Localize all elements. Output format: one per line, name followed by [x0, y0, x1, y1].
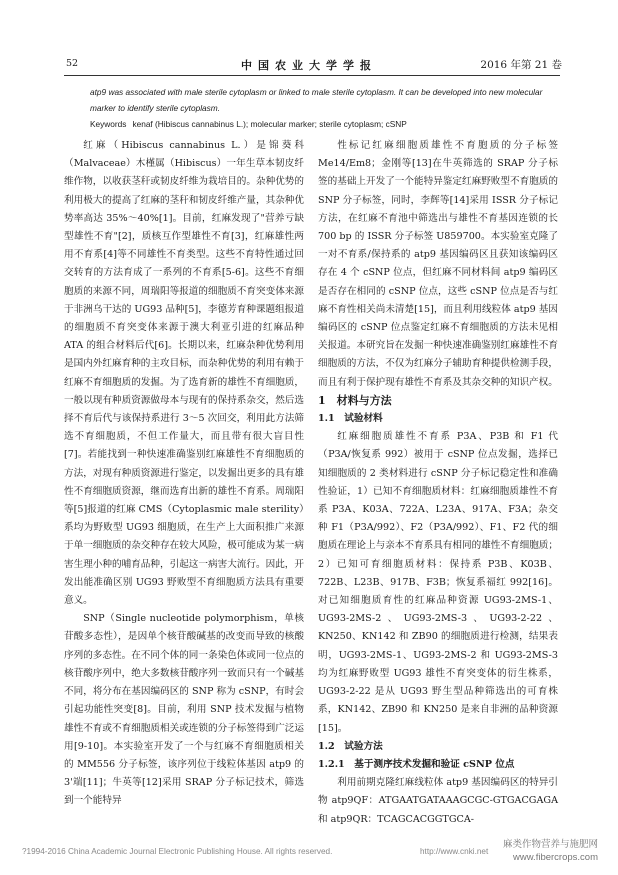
- left-column: [64, 137, 304, 811]
- subsubsection-heading: 1.2.1 基于测序技术发掘和验证 cSNP 位点: [318, 758, 515, 770]
- intro-paragraph: 红麻（Hibiscus cannabinus L.）是锦葵科（Malvaceae）木槿属（Hibiscus）一年生草本韧皮纤维作物，以收获茎秆或韧皮纤维为栽培目的。杂种优势的利用极大的提高了红麻的茎秆和韧皮纤维产量，其杂种优势率高达 35%～40%[1]。目前，红麻发现了"营养亏缺型雄性不育"[2]，质核互作型雄性不育[3]，红麻雄性两用不育系[4]等不同雄性不育类型。这些不育特性通过回交转育的方法育成了一系列的不育系[5-6]。这些不育细胞质的来源不同，周瑞阳等报道的细胞质不育突变体来源于非洲乌干达的 UG93 品种[5]，李德芳育种课题组报道的细胞质不育突变体来源于澳大利亚引进的红麻品种 ATA 的组合材料后代[6]。长期以来，红麻杂种优势利用是国内外红麻育种的主攻目标，而杂种优势的利用有赖于红麻不育细胞质的发掘。为了选育新的雄性不育细胞质，一般以现有种质资源做母本与现有的保持系杂交，然后选择不育后代与该保持系进行 3～5 次回交，利用此方法筛选不育细胞质，不但工作量大，而且带有很大盲目性[7]。若能找到一种快速准确鉴别红麻雄性不育细胞质的方法，对现有种质资源进行鉴定，以发掘出更多的具有雄性不育细胞质资源，继而选育出新的雄性不育系。周瑞阳等[5]报道的红麻 CMS（Cytoplasmic male sterility）系均为野败型 UG93 细胞质，在生产上大面积推广来源于单一细胞质的杂交种存在较大风险，极可能成为某一病害生理小种的哺育品种，引起这一病害大流行。因此，开发出能准确区别 UG93 野败型不育细胞质方法具有重要意义。: [64, 140, 304, 607]
- methods-paragraph: 利用前期克隆红麻线粒体 atp9 基因编码区的特异引物 atp9QF：ATGAATGATAAAGCGC-GTGACGAGA 和 atp9QR：TCAGCACGGTGCA-: [318, 777, 558, 825]
- keywords-text: kenaf (Hibiscus cannabinus L.); molecular marker; sterile cytoplasm; cSNP: [132, 119, 407, 129]
- materials-paragraph: 红麻细胞质雄性不育系 P3A、P3B 和 F1 代（P3A/恢复系 992）被用于 cSNP 位点发掘，选择已知细胞质的 2 类材料进行 cSNP 分子标记稳定性和准确性验证，1）已知不育细胞质材料：红麻细胞质雄性不育系 P3A、K03A、722A、L23A、917A、F3A；杂交种 F1（P3A/992）、F2（P3A/992）、F1、F2 代的细胞质在理论上与亲本不育系具有相同的雄性不育细胞质；2）已知可育细胞质材料：保持系 P3B、K03B、722B、L23B、917B、F3B；恢复系福红 992[16]。对已知细胞质育性的红麻品种资源 UG93-2MS-1、UG93-2MS-2、UG93-2MS-3、UG93-2-22、KN250、KN142 和 ZB90 的细胞质进行检测，结果表明，UG93-2MS-1、UG93-2MS-2 和 UG93-2MS-3 均为红麻野败型 UG93 雄性不育突变体的衍生株系，UG93-2-22 是从 UG93 野生型品种筛选出的可育株系，KN142、ZB90 和 KN250 是来自非洲的品种资源[15]。: [318, 431, 558, 734]
- keywords-label: Keywords: [90, 119, 127, 129]
- header-rule: [64, 75, 560, 76]
- keywords-line: [90, 119, 560, 129]
- continuation-paragraph: 性标记红麻细胞质雄性不育胞质的分子标签 Me14/Em8；金刚等[13]在牛英筛选的 SRAP 分子标签的基础上开发了一个能特异鉴定红麻野败型不育胞质的 SNP 分子标签，同时，李辉等[14]采用 ISSR 分子标记方法，在红麻不育池中筛选出与雄性不育基因连锁的长 700 bp 的 ISSR 分子标签 U859700。本实验室克隆了一对不育系/保持系的 atp9 基因编码区且获知该编码区存在 4 个 cSNP 位点，但红麻不同材料间 atp9 编码区是否存在相同的 cSNP 位点，这些 cSNP 位点是否与红麻不育性相关尚未清楚[15]，而且利用线粒体 atp9 基因编码区的 cSNP 位点鉴定红麻不育细胞质的方法未见相关报道。本研究旨在发掘一种快速准确鉴别红麻雄性不育细胞质的方法，不仅为红麻分子辅助育种提供检测手段，而且有利于保护现有雄性不育系及其杂交种的知识产权。: [318, 140, 558, 388]
- right-column: [318, 137, 558, 829]
- footer-link[interactable]: http://www.cnki.net: [420, 847, 489, 856]
- page-header: [0, 0, 618, 80]
- subsection-heading-materials: 1.1 试验材料: [318, 413, 383, 425]
- issue-label: 2016 年第 21 卷: [480, 59, 562, 71]
- subsection-heading-methods: 1.2 试验方法: [318, 740, 383, 752]
- snp-paragraph: SNP（Single nucleotide polymorphism，单核苷酸多态性），是因单个核苷酸碱基的改变而导致的核酸序列的多态性。在不同个体的同一条染色体或同一位点的核苷酸序列中，绝大多数核苷酸序列一致而只有一个碱基不同，将分布在基因编码区的 SNP 称为 cSNP，有时会引起功能性突变[8]。目前，利用 SNP 技术发掘与植物雄性不育或不育细胞质相关或连锁的分子标签得到广泛运用[9-10]。本实验室开发了一个与红麻不育细胞质相关的 MM556 分子标签，该序列位于线粒体基因 atp9 的 3'端[11]；牛英等[12]采用 SRAP 分子标记技术，筛选到一个能特异: [64, 613, 304, 807]
- copyright-notice: ?1994-2016 China Academic Journal Electronic Publishing House. All rights reserved.: [22, 847, 333, 856]
- watermark: [503, 838, 598, 864]
- page-number: 52: [66, 58, 79, 69]
- journal-title: 中国农业大学学报: [241, 59, 377, 72]
- abstract-tail: atp9 was associated with male sterile cytoplasm or linked to male sterile cytoplasm. It can be developed into new molecular marker to identify sterile cytoplasm.: [90, 87, 543, 113]
- section-heading: 1 材料与方法: [318, 393, 392, 407]
- watermark-line-2: www.fibercrops.com: [513, 852, 598, 863]
- watermark-line-1: 麻类作物营养与施肥网: [502, 839, 598, 850]
